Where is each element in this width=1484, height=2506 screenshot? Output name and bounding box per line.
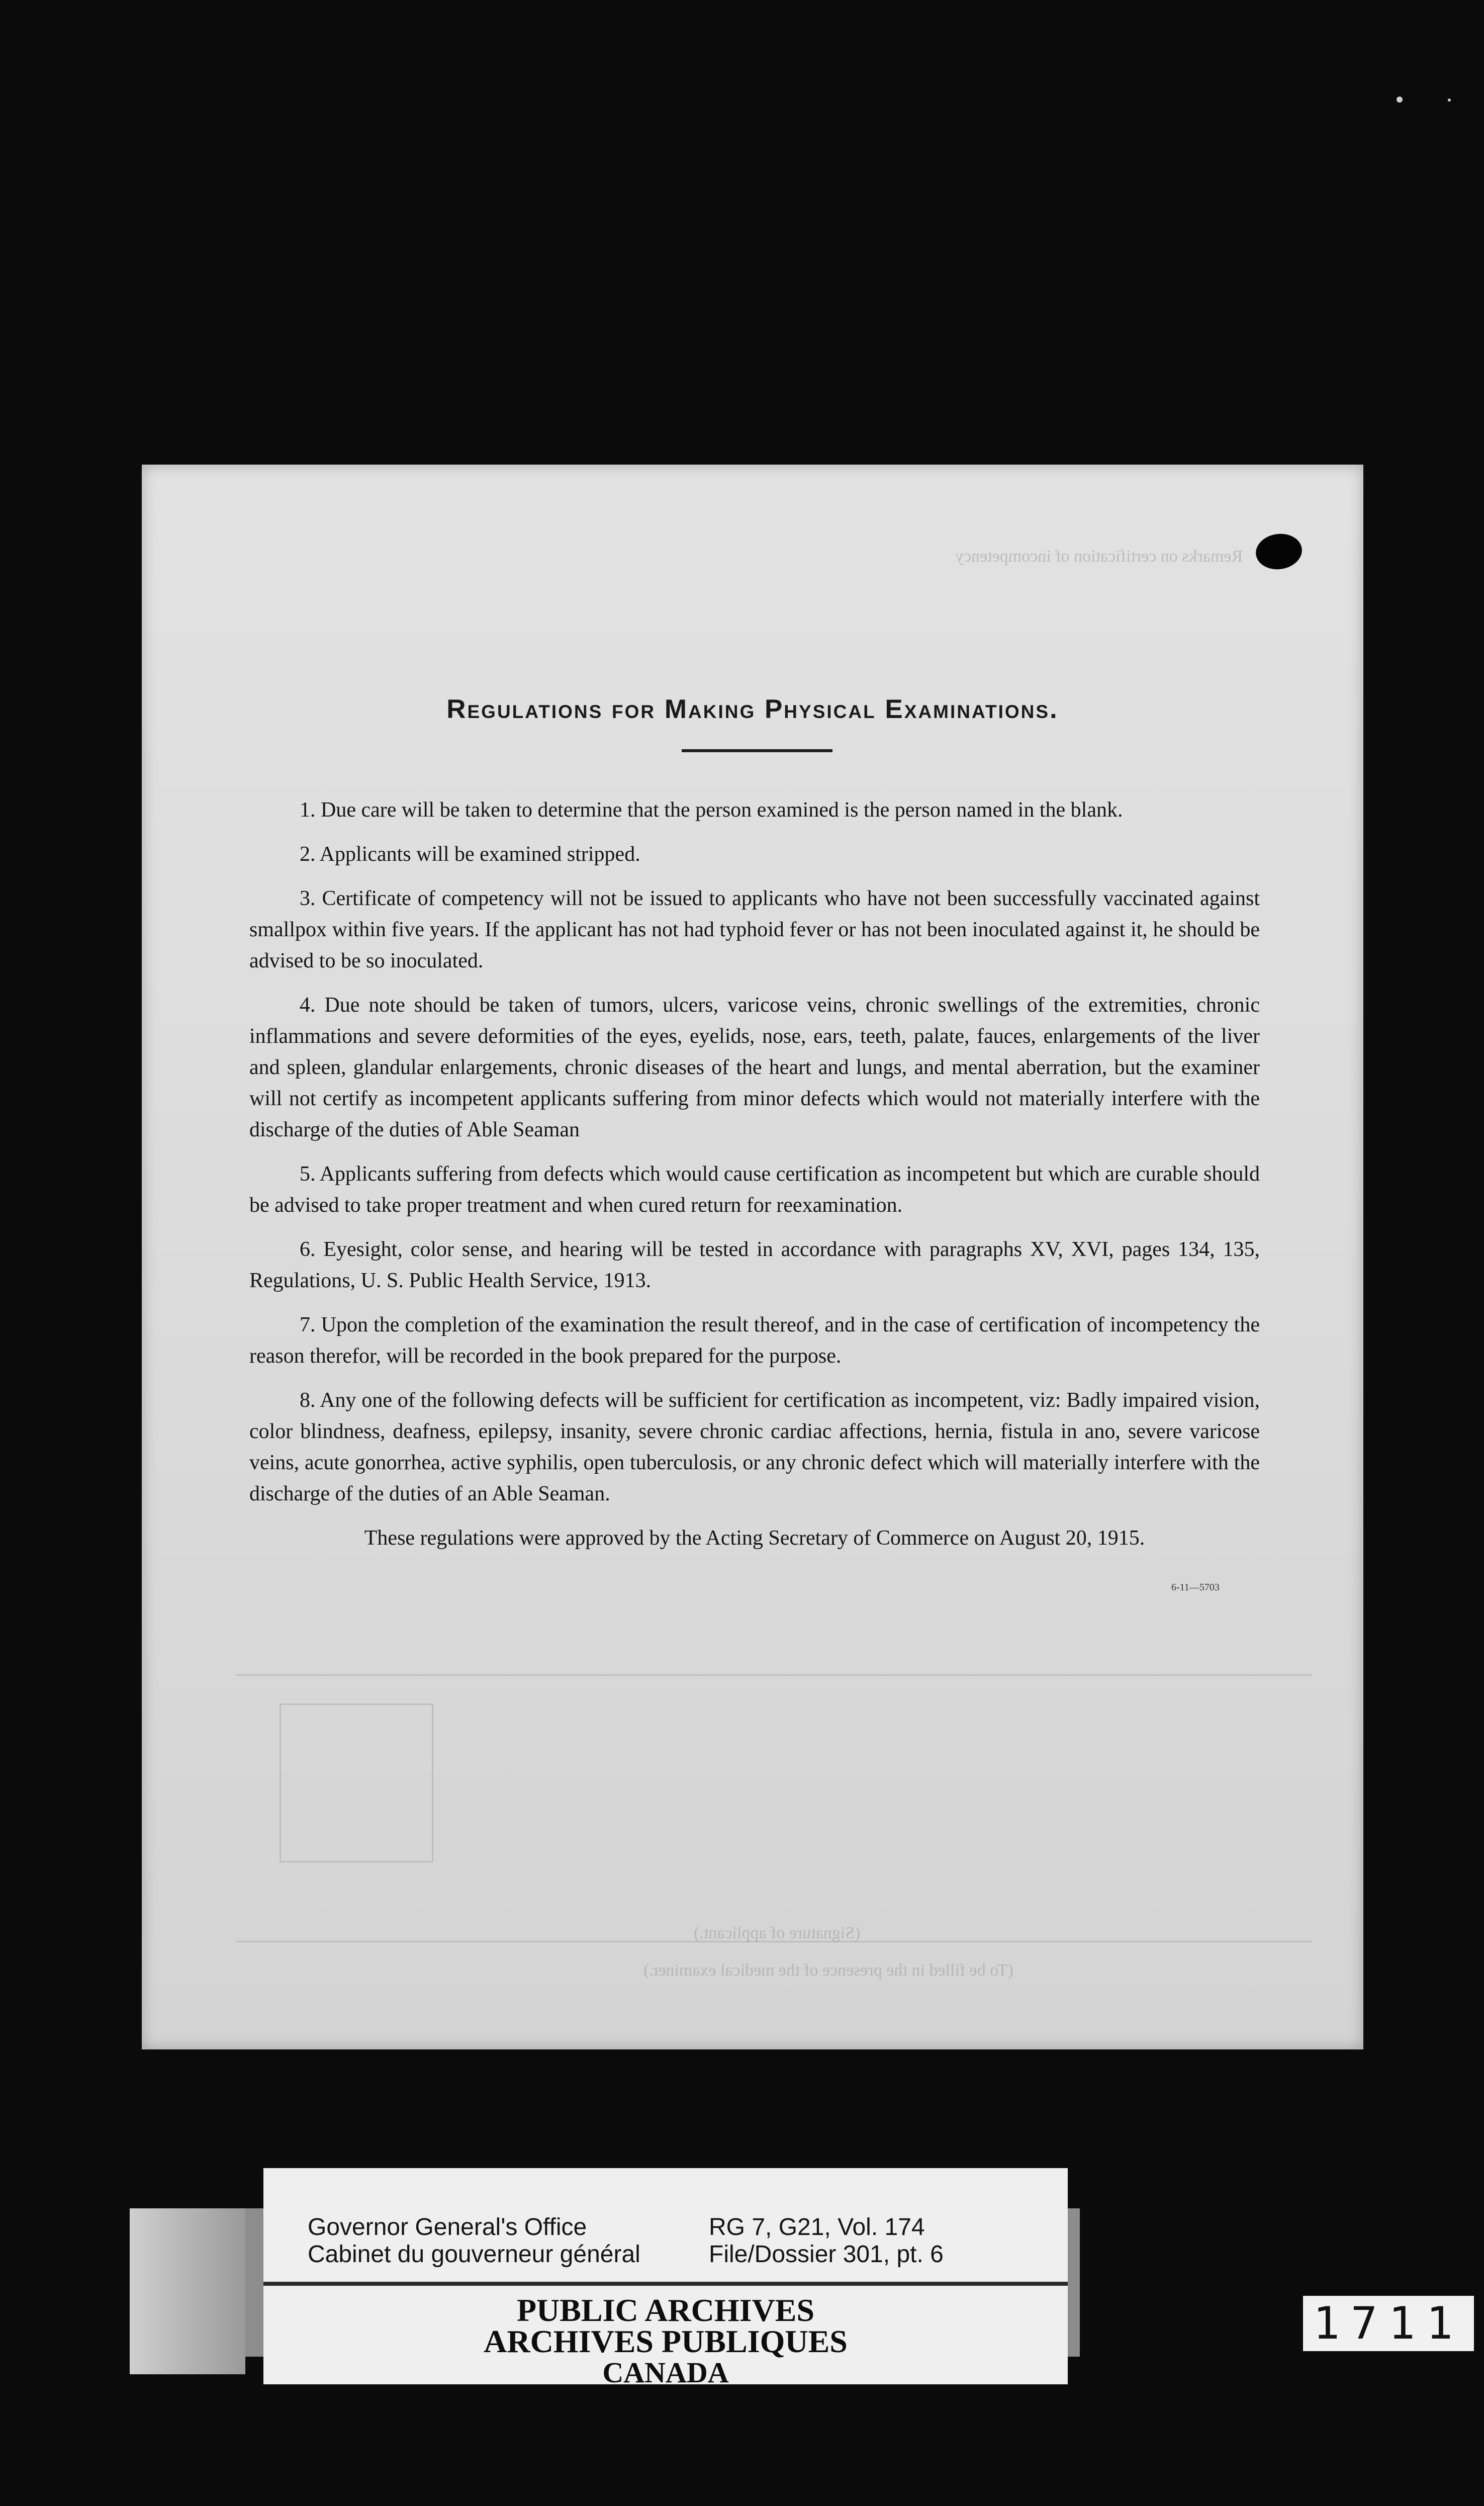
regulation-5: 5. Applicants suffering from defects which would cause certification as incompetent but which are curable should be advised to take proper treatment and when cured return for reexamination.	[249, 1162, 1260, 1217]
title-underline	[682, 749, 832, 752]
archive-reference: RG 7, G21, Vol. 174	[709, 2214, 925, 2241]
show-through-line	[236, 1674, 1312, 1676]
archive-file: File/Dossier 301, pt. 6	[709, 2241, 944, 2268]
print-code: 6-11—5703	[1171, 1582, 1220, 1593]
regulation-3: 3. Certificate of competency will not be issued to applicants who have not been successfully vaccinated against smallpox within five years. If the applicant has not had typhoid fever or has not been inoculated against it, he should be advised to be so inoculated.	[249, 887, 1260, 972]
regulation-4: 4. Due note should be taken of tumors, ulcers, varicose veins, chronic swellings of the extremities, chronic inflammations and severe deformities of the eyes, eyelids, nose, ears, teeth, palate, fauces, enlargements of the liver and spleen, glandular enlargements, chronic diseases of the heart and lungs, and mental aberration, but the examiner will not certify as incompetent applicants suffering from minor defects which would not materially interfere with the discharge of the duties of Able Seaman	[249, 994, 1260, 1141]
regulation-6: 6. Eyesight, color sense, and hearing will be tested in accordance with paragraphs XV, XVI, pages 134, 135, Regulations, U. S. Public Health Service, 1913.	[249, 1238, 1260, 1292]
show-through-text: Remarks on certification of incompetency	[955, 547, 1243, 566]
archives-country: CANADA	[602, 2356, 729, 2389]
regulation-1: 1. Due care will be taken to determine that the person examined is the person named in the blank.	[300, 798, 1123, 822]
approval-note: These regulations were approved by the Acting Secretary of Commerce on August 20, 1915.	[364, 1527, 1145, 1550]
film-speck	[1448, 99, 1451, 102]
regulation-8: 8. Any one of the following defects will be sufficient for certification as incompetent, viz: Badly impaired vision, color blindness, deafness, epilepsy, insanity, severe chronic cardiac affections, hernia, fistula in ano, severe varicose veins, acute gonorrhea, active syphilis, open tuberculosis, or any chronic defect which will materially interfere with the discharge of the duties of an Able Seaman.	[249, 1389, 1260, 1505]
office-english: Governor General's Office	[308, 2214, 587, 2241]
regulations-body	[249, 794, 1260, 1567]
show-through-text: (To be filled in the presence of the medical examiner.)	[643, 1961, 1013, 1980]
frame-number: 1711	[1303, 2296, 1474, 2351]
regulation-7: 7. Upon the completion of the examination the result thereof, and in the case of certification of incompetency the reason therefor, will be recorded in the book prepared for the purpose.	[249, 1313, 1260, 1368]
archives-english: PUBLIC ARCHIVES	[516, 2292, 815, 2328]
regulation-2: 2. Applicants will be examined stripped.	[300, 843, 640, 866]
document-title: Regulations for Making Physical Examinations.	[446, 694, 1059, 724]
show-through-text: (Signature of applicant.)	[694, 1924, 861, 1942]
office-french: Cabinet du gouverneur général	[308, 2241, 640, 2268]
film-speck	[1397, 97, 1403, 103]
label-backing-edge	[130, 2208, 245, 2374]
archives-french: ARCHIVES PUBLIQUES	[484, 2323, 848, 2359]
show-through-box	[280, 1704, 433, 1862]
label-divider	[263, 2282, 1068, 2286]
